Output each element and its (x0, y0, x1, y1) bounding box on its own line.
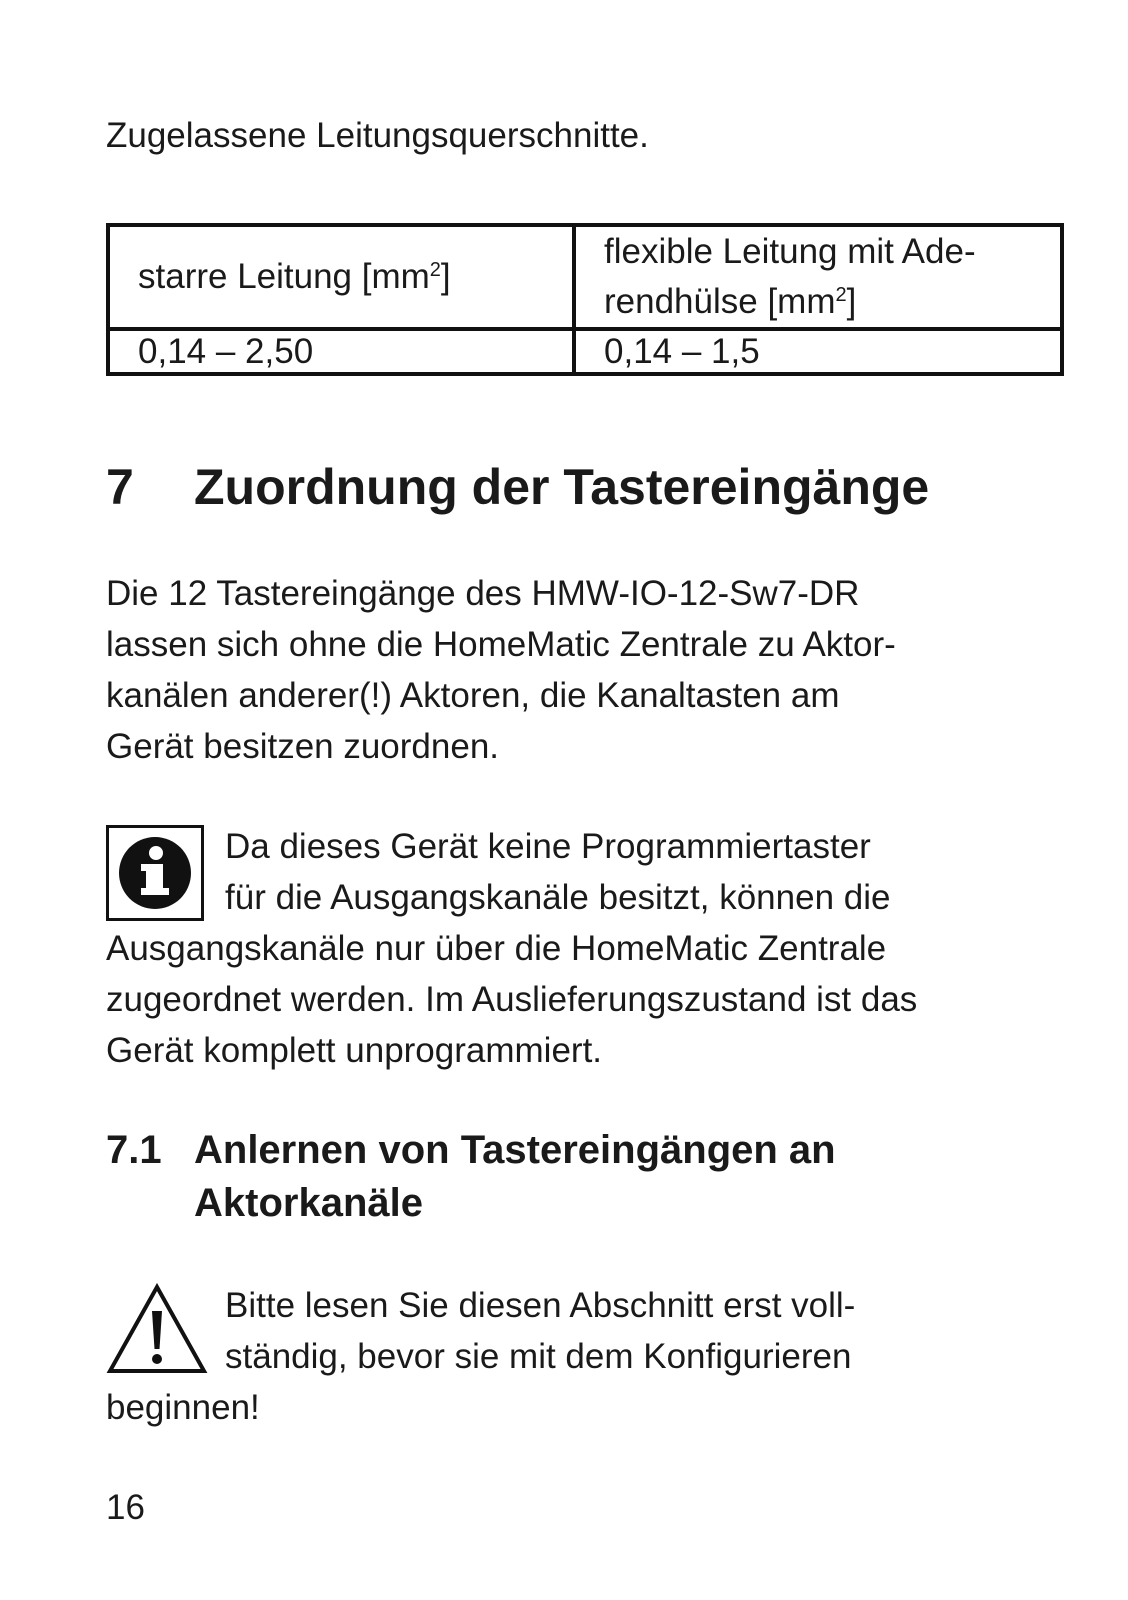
header-rigid-cable: starre Leitung $[mm^2]$ (108, 225, 574, 329)
warning-note: Bitte lesen Sie diesen Abschnitt erst voll- ständig, bevor sie mit dem Konfigurieren beginnen! (106, 1286, 856, 1427)
value-rigid-cable: 0,14 – 2,50 (108, 329, 574, 374)
section-7-paragraph: Die 12 Tastereingänge des HMW-IO-12-Sw7-DR lassen sich ohne die HomeMatic Zentrale zu Aktor- kanälen anderer(!) Aktoren, die Kanaltasten am Gerät besitzen zuordnen. (106, 574, 896, 766)
section-7-heading: 7 Zuordnung der Tastereingänge (106, 459, 930, 515)
header-flexible-cable: flexible Leitung mit Ade- rendhülse $[mm^2]$ (574, 225, 1062, 329)
table-header-row (108, 225, 1062, 329)
intro-text: Zugelassene Leitungsquerschnitte. (106, 116, 649, 155)
info-note: Da dieses Gerät keine Programmiertaster für die Ausgangskanäle besitzt, können die Ausgangskanäle nur über die HomeMatic Zentrale zugeordnet werden. Im Auslieferungszustand ist das Gerät komplett unprogrammiert. (106, 827, 918, 1070)
page-number: 16 (106, 1488, 145, 1527)
section-7-1-heading: 7.1 Anlernen von Tastereingängen an Aktorkanäle (106, 1128, 836, 1225)
value-flexible-cable: 0,14 – 1,5 (574, 329, 1062, 374)
table-row (108, 329, 1062, 374)
cable-cross-section-table (106, 223, 1064, 376)
